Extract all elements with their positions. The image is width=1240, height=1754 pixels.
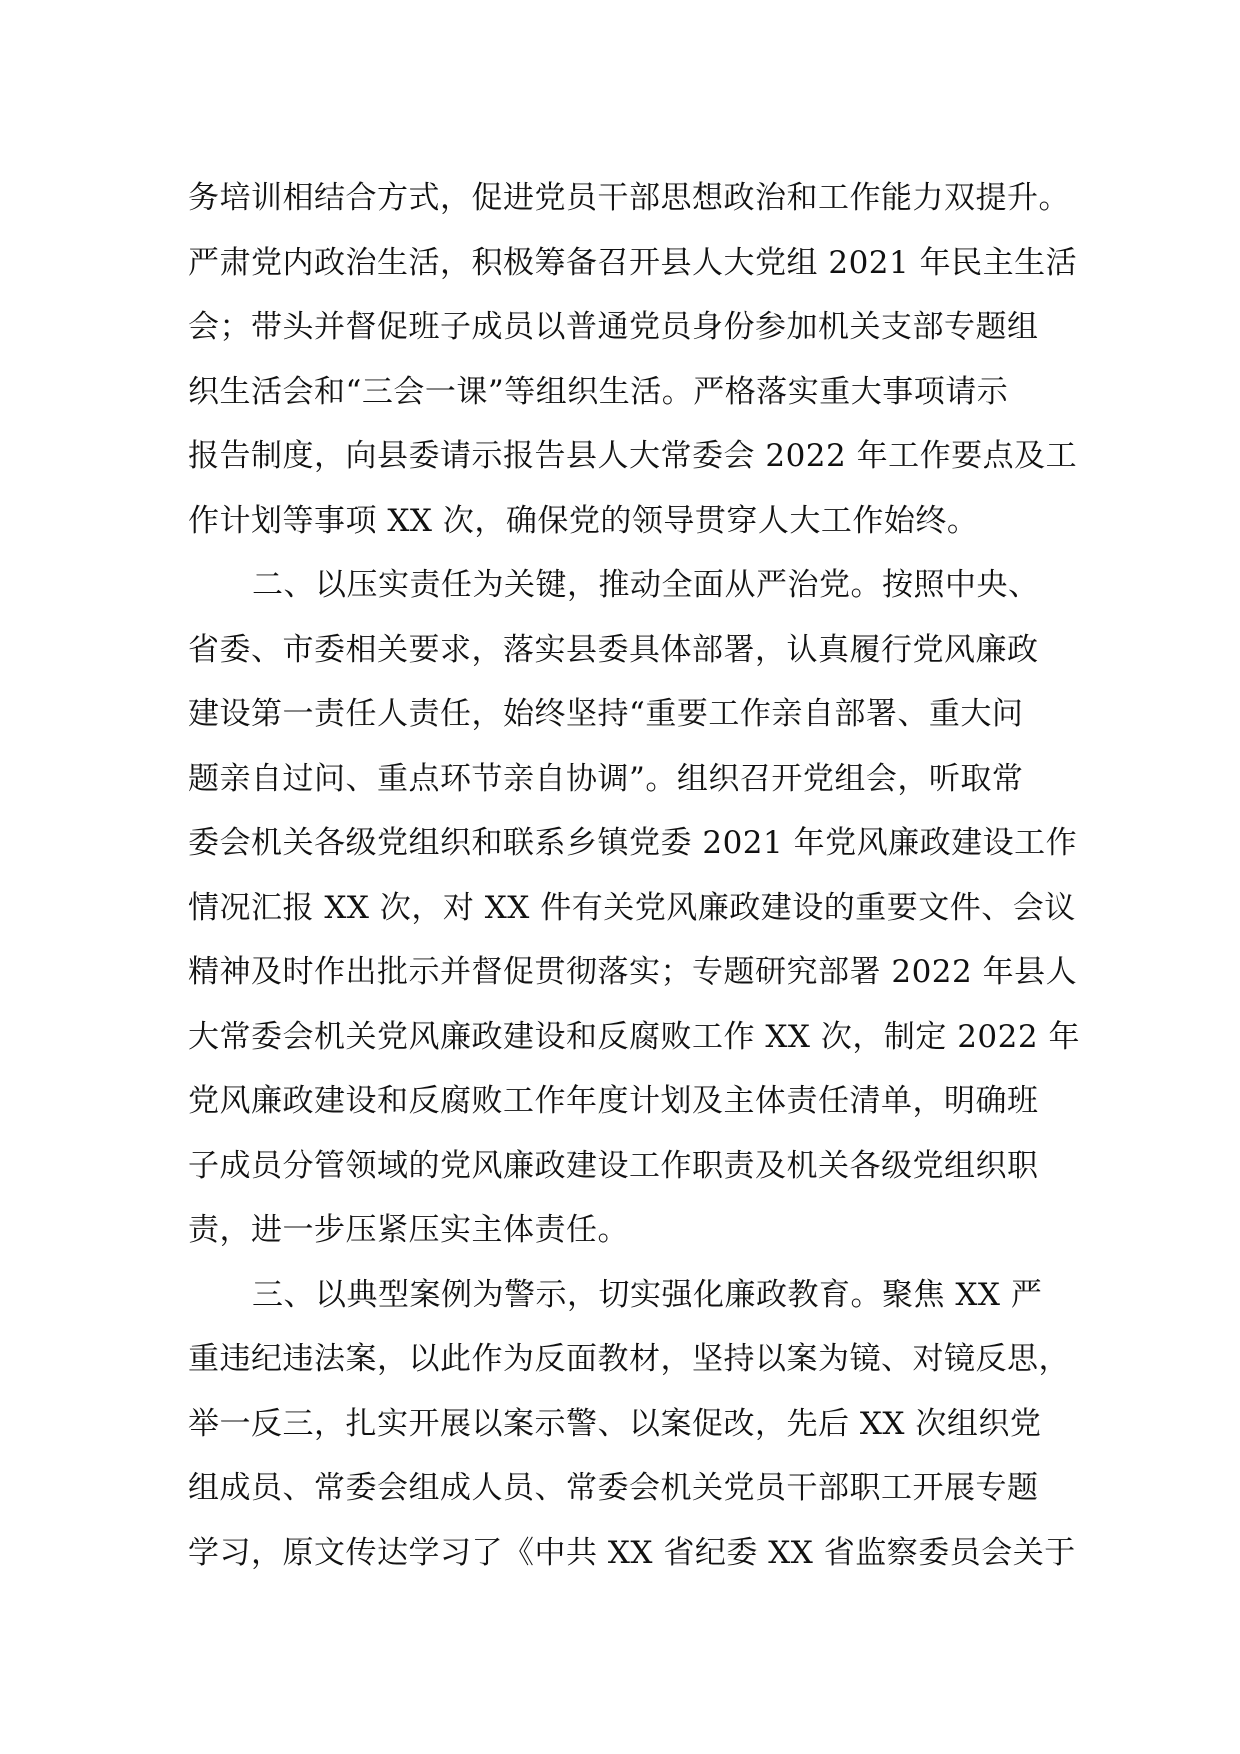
text-line: 精神及时作出批示并督促贯彻落实；专题研究部署 2022 年县人 <box>188 954 1078 990</box>
text-line: 务培训相结合方式，促进党员干部思想政治和工作能力双提升。 <box>188 180 1070 216</box>
text-line: 作计划等事项 XX 次，确保党的领导贯穿人大工作始终。 <box>188 502 979 539</box>
text-line: 责，进一步压紧压实主体责任。 <box>188 1212 629 1248</box>
text-line: 大常委会机关党风廉政建设和反腐败工作 XX 次，制定 2022 年 <box>188 1018 1080 1055</box>
text-line: 举一反三，扎实开展以案示警、以案促改，先后 XX 次组织党 <box>188 1405 1042 1442</box>
text-line: 织生活会和“三会一课”等组织生活。严格落实重大事项请示 <box>188 373 1009 410</box>
text-line: 组成员、常委会组成人员、常委会机关党员干部职工开展专题 <box>188 1470 1039 1506</box>
text-line: 情况汇报 XX 次，对 XX 件有关党风廉政建设的重要文件、会议 <box>188 889 1076 926</box>
paragraph-3-first-line: 三、以典型案例为警示，切实强化廉政教育。聚焦 XX 严 <box>252 1276 1043 1313</box>
paragraph-2-first-line: 二、以压实责任为关键，推动全面从严治党。按照中央、 <box>252 567 1040 603</box>
document-body <box>188 166 1080 1585</box>
text-line: 重违纪违法案，以此作为反面教材，坚持以案为镜、对镜反思， <box>188 1341 1070 1377</box>
text-line: 会；带头并督促班子成员以普通党员身份参加机关支部专题组 <box>188 309 1039 345</box>
text-line: 严肃党内政治生活，积极筹备召开县人大党组 2021 年民主生活 <box>188 244 1078 281</box>
text-line: 子成员分管领域的党风廉政建设工作职责及机关各级党组织职 <box>188 1147 1039 1184</box>
text-line: 报告制度，向县委请示报告县人大常委会 2022 年工作要点及工 <box>188 438 1078 474</box>
text-line: 省委、市委相关要求，落实县委具体部署，认真履行党风廉政 <box>188 631 1039 668</box>
text-line: 建设第一责任人责任，始终坚持“重要工作亲自部署、重大问 <box>188 696 1024 732</box>
text-line: 题亲自过问、重点环节亲自协调”。组织召开党组会，听取常 <box>188 760 1024 797</box>
text-line: 党风廉政建设和反腐败工作年度计划及主体责任清单，明确班 <box>188 1083 1039 1119</box>
text-line: 学习，原文传达学习了《中共 XX 省纪委 XX 省监察委员会关于 <box>188 1534 1076 1571</box>
text-line: 委会机关各级党组织和联系乡镇党委 2021 年党风廉政建设工作 <box>188 825 1078 861</box>
